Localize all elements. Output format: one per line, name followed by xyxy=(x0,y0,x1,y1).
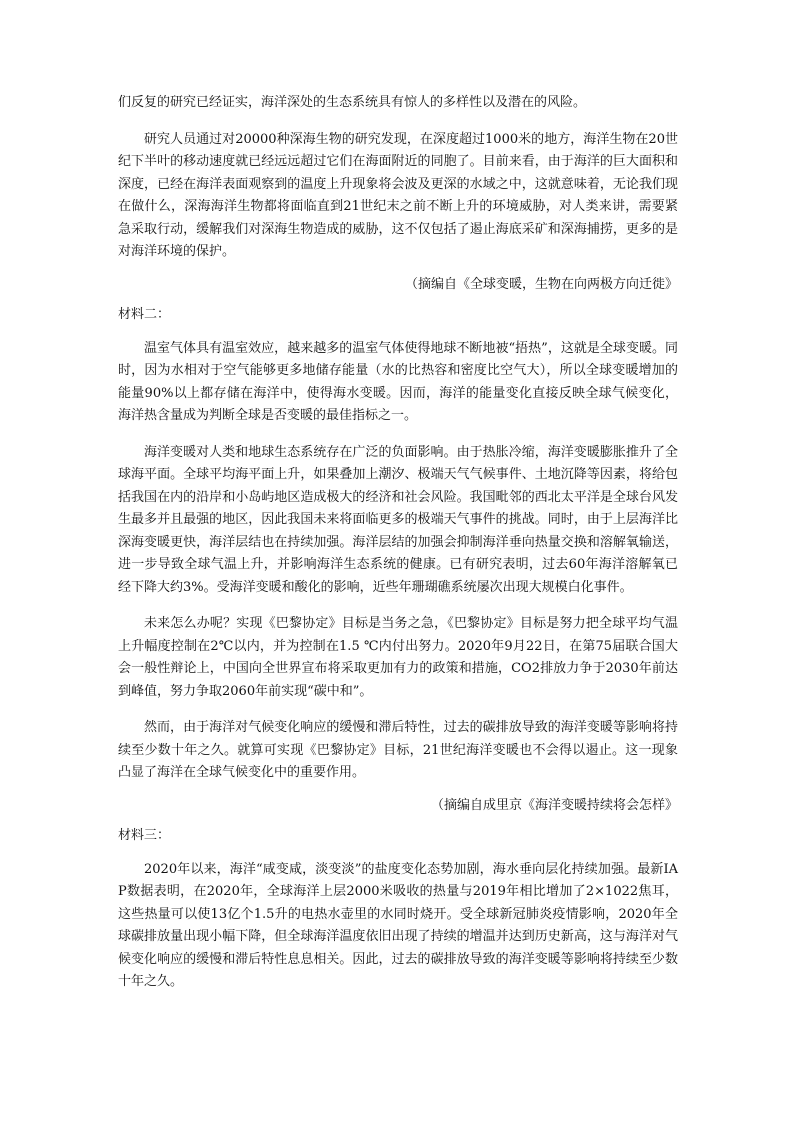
paragraph: 未来怎么办呢？实现《巴黎协定》目标是当务之急，《巴黎协定》目标是努力把全球平均气温上升幅度控制在2℃以内，并为控制在1.5 ℃内付出努力。2020年9月22日，在第75届联合国大会一般性辩论上，中国向全世界宣布将采取更加有力的政策和措施，CO2排放力争于2030年前达到峰值，努力争取2060年前实现“碳中和”。 xyxy=(118,616,678,699)
source-citation: （摘编自《全球变暖，生物在向两极方向迁徙》 xyxy=(404,276,678,292)
paragraph: 然而，由于海洋对气候变化响应的缓慢和滞后特性，过去的碳排放导致的海洋变暖等影响将持续至少数十年之久。就算可实现《巴黎协定》目标，21世纪海洋变暖也不会得以遏止。这一现象凸显了海洋在全球气候变化中的重要作用。 xyxy=(118,720,678,780)
source-citation: （摘编自成里京《海洋变暖持续将会怎样》 xyxy=(430,797,678,813)
paragraph: 温室气体具有温室效应，越来越多的温室气体使得地球不断地被“捂热”，这就是全球变暖。同时，因为水相对于空气能够更多地储存能量（水的比热容和密度比空气大），所以全球变暖增加的能量90%以上都存储在海洋中，使得海水变暖。因而，海洋的能量变化直接反映全球气候变化，海洋热含量成为判断全球是否变暖的最佳指标之一。 xyxy=(118,340,678,423)
section-heading: 材料二： xyxy=(118,306,171,322)
paragraph: 海洋变暖对人类和地球生态系统存在广泛的负面影响。由于热胀冷缩，海洋变暖膨胀推升了全球海平面。全球平均海平面上升，如果叠加上潮汐、极端天气气候事件、土地沉降等因素，将给包括我国在内的沿岸和小岛屿地区造成极大的经济和社会风险。我国毗邻的西北太平洋是全球台风发生最多并且最强的地区，因此我国未来将面临更多的极端天气事件的挑战。同时，由于上层海洋比深海变暖更快，海洋层结也在持续加强。海洋层结的加强会抑制海洋垂向热量交换和溶解氧输送，进一步导致全球气温上升，并影响海洋生态系统的健康。已有研究表明，过去60年海洋溶解氧已经下降大约3%。受海洋变暖和酸化的影响，近些年珊瑚礁系统屡次出现大规模白化事件。 xyxy=(118,444,678,595)
document-page xyxy=(118,92,678,994)
section-heading: 材料三： xyxy=(118,827,171,843)
paragraph: 们反复的研究已经证实，海洋深处的生态系统具有惊人的多样性以及潜在的风险。 xyxy=(118,95,587,110)
paragraph: 2020年以来，海洋“咸变咸，淡变淡”的盐度变化态势加剧，海水垂向层化持续加强。最新IAP数据表明，在2020年，全球海洋上层2000米吸收的热量与2019年相比增加了2×1022焦耳，这些热量可以使13亿个1.5升的电热水壶里的水同时烧开。受全球新冠肺炎疫情影响，2020年全球碳排放量出现小幅下降，但全球海洋温度依旧出现了持续的增温并达到历史新高，这与海洋对气候变化响应的缓慢和滞后特性息息相关。因此，过去的碳排放导致的海洋变暖等影响将持续至少数十年之久。 xyxy=(118,861,678,989)
paragraph: 研究人员通过对20000种深海生物的研究发现，在深度超过1000米的地方，海洋生物在20世纪下半叶的移动速度就已经远远超过它们在海面附近的同胞了。目前来看，由于海洋的巨大面积和深度，已经在海洋表面观察到的温度上升现象将会波及更深的水域之中，这就意味着，无论我们现在做什么，深海海洋生物都将面临直到21世纪末之前不断上升的环境威胁，对人类来讲，需要紧急采取行动，缓解我们对深海生物造成的威胁，这不仅包括了遏止海底采矿和深海捕捞，更多的是对海洋环境的保护。 xyxy=(118,131,678,259)
